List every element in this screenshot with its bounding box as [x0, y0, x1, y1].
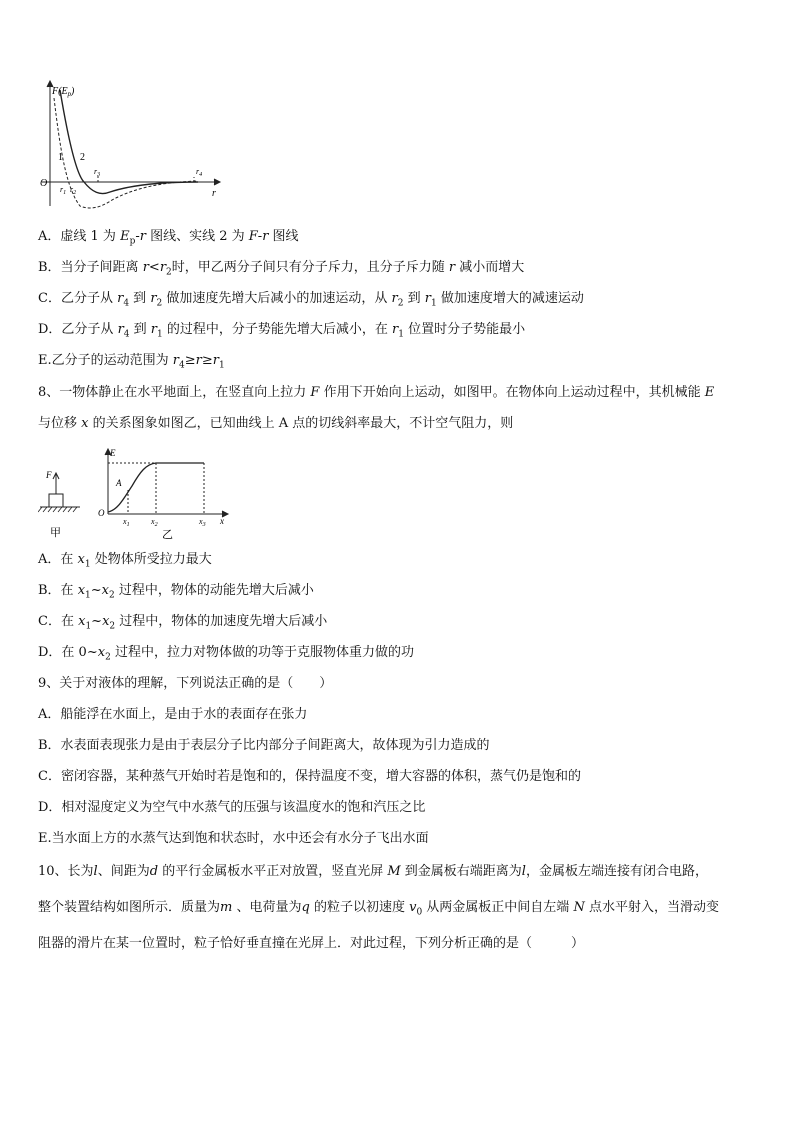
- fig1-curve1-label: 1: [58, 152, 63, 163]
- fig-yi-label: 乙: [162, 529, 173, 541]
- fig-jia-label: 甲: [50, 527, 61, 539]
- fig-jia-block-diagram: [38, 462, 88, 542]
- svg-text:A: A: [116, 478, 122, 488]
- q8-option-a: A．在 $x_1$ 处物体所受拉力最大: [38, 552, 212, 570]
- q9-stem: 9、关于对液体的理解，下列说法正确的是（ ）: [38, 676, 333, 691]
- svg-text:O: O: [98, 508, 105, 518]
- q7-option-b: B．当分子间距离 $r<r_2$时，甲乙两分子间只有分子斥力，且分子斥力随 r 减小而增大: [38, 260, 525, 278]
- q10-stem-line1: 10、长为l、间距为d 的平行金属板水平正对放置，竖直光屏 M 到金属板右端距离为l，金属板左端连接有闭合电路，: [38, 864, 708, 879]
- svg-text:x1: $x_1$: [123, 517, 130, 528]
- q7-option-c: C．乙分子从 $r_4$ 到 $r_2$ 做加速度先增大后减小的加速运动，从 $r_2$ 到 $r_1$ 做加速度增大的减速运动: [38, 291, 584, 309]
- q9-option-b: B．水表面表现张力是由于表层分子比内部分子间距离大，故体现为引力造成的: [38, 738, 490, 753]
- q10-stem-line2: 整个装置结构如图所示．质量为m 、电荷量为q 的粒子以初速度 $v_0$ 从两金属板正中间自左端 N 点水平射入，当滑动变: [38, 900, 719, 918]
- block: [49, 494, 63, 507]
- q9-option-e: E.当水面上方的水蒸气达到饱和状态时，水中还会有水分子飞出水面: [38, 831, 429, 846]
- q8-stem-line1: 8、一物体静止在水平地面上，在竖直向上拉力 F 作用下开始向上运动，如图甲。在物体向上运动过程中，其机械能 E: [38, 385, 715, 400]
- svg-text:x2: $x_2$: [151, 517, 158, 528]
- q10-stem-line3: 阻器的滑片在某一位置时，粒子恰好垂直撞在光屏上．对此过程，下列分析正确的是（ ）: [38, 936, 585, 951]
- svg-text:x: x: [220, 516, 224, 526]
- fig1-origin: O: [40, 178, 48, 189]
- q9-option-c: C．密闭容器，某种蒸气开始时若是饱和的，保持温度不变，增大容器的体积，蒸气仍是饱和的: [38, 769, 581, 784]
- q8-stem-line2: 与位移 x 的关系图象如图乙，已知曲线上 A 点的切线斜率最大，不计空气阻力，则: [38, 416, 514, 431]
- q8-option-c: C．在 $x_1\sim x_2$ 过程中，物体的加速度先增大后减小: [38, 614, 328, 632]
- fig1-curve2-label: 2: [80, 152, 85, 163]
- q7-option-d: D．乙分子从 $r_4$ 到 $r_1$ 的过程中，分子势能先增大后减小，在 $r_1$ 位置时分子势能最小: [38, 322, 526, 340]
- q8-option-b: B．在 $x_1\sim x_2$ 过程中，物体的动能先增大后减小: [38, 583, 314, 601]
- q7-option-e: E.乙分子的运动范围为 $r_4\ge r\ge r_1$: [38, 353, 225, 371]
- svg-text:r1: $r_1$: [60, 185, 67, 196]
- svg-text:r2: $r_2$: [70, 185, 77, 196]
- svg-text:r3: $r_3$: [94, 167, 101, 178]
- q9-option-d: D．相对湿度定义为空气中水蒸气的压强与该温度水的饱和汽压之比: [38, 800, 426, 815]
- fig1-x-label: r: [212, 188, 216, 199]
- q9-option-a: A．船能浮在水面上，是由于水的表面存在张力: [38, 707, 308, 722]
- fig1-molecular-force-graph: [38, 78, 228, 218]
- fig-yi-energy-graph: [94, 446, 234, 546]
- svg-text:r4: $r_4$: [196, 167, 203, 178]
- svg-text:x3: $x_3$: [199, 517, 206, 528]
- svg-text:E: E: [110, 448, 116, 458]
- fig1-solid-curve: [60, 90, 198, 194]
- svg-text:F(Ep): $F(E_p)$: [52, 86, 75, 98]
- q8-option-d: D．在 $0\sim x_2$ 过程中，拉力对物体做的功等于克服物体重力做的功: [38, 645, 414, 663]
- q7-option-a: A．虚线 1 为 $E_p-r$ 图线、实线 2 为 F-r 图线: [38, 229, 299, 247]
- svg-text:F: F: [46, 470, 52, 480]
